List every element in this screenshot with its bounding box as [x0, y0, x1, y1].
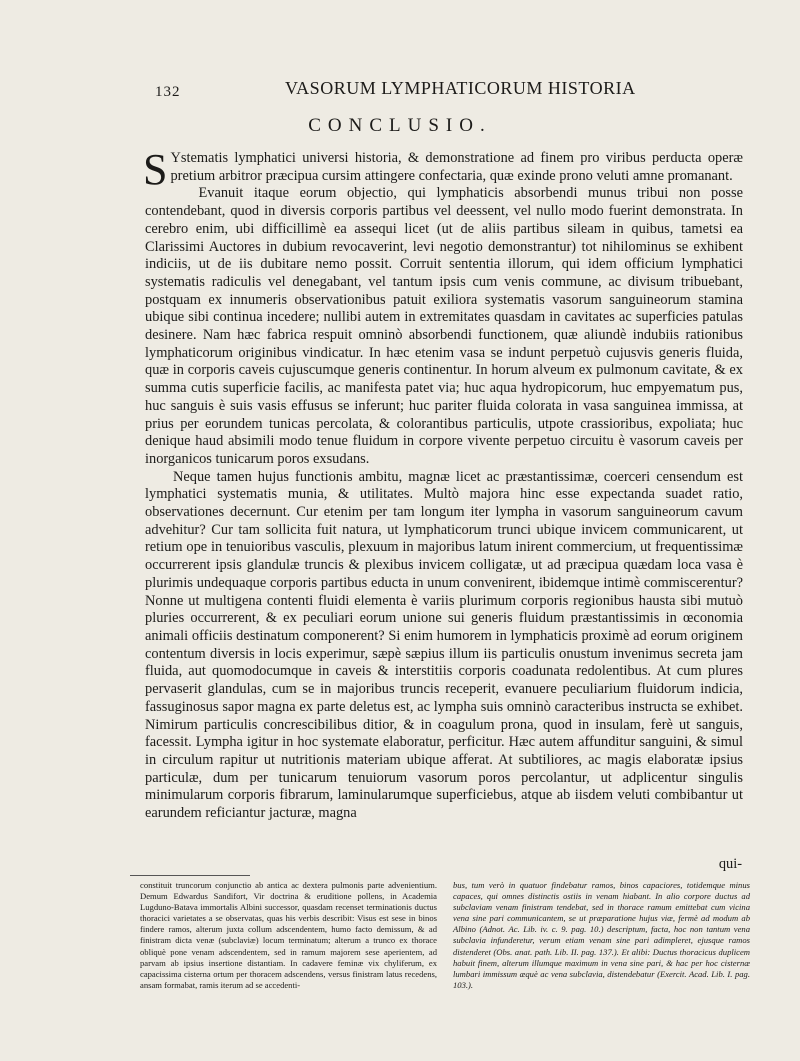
body-text	[143, 145, 743, 823]
page-header	[0, 78, 800, 102]
footnotes	[140, 880, 750, 1000]
footnote-column-right: bus, tum verò in quatuor findebatur ramos, binos capaciores, totidemque minus capaces, qui omnes distinctis ostiis in venam hiabant. In alio corpore ductus ad subclaviam venam finistram tendebat, sed in thorace ramum emittebat cum vicina vena sine pari communicantem, se ut præparatione hujus viæ, fermè ad modum ab Albino (Adnot. Ac. Lib. iv. c. 9. pag. 10.) descriptum, facta, hoc non tantum vena subclavia infunderetur, verum etiam venam sine pari adimpleret, ejusque ramos distenderet (Obs. anat. path. Lib. II. pag. 137.). Et alibi: Ductus thoracicus duplicem habuit finem, alterum illumque maximum in vena sine pari, & hac per hoc cisternæ lumbari immissum æquè ac vena subclavia, distendebatur (Exercit. Acad. Lib. I. pag. 103.).	[453, 880, 750, 990]
paragraph-3: Neque tamen hujus functionis ambitu, magnæ licet ac præstantissimæ, coerceri censendum est lymphatici systematis munia, & utilitates. Multò majora hinc esse expectanda suadet ratio, observationes decernunt. Cur etenim per tam longum iter lympha in vasorum sanguineorum cavum advehitur? Cur tam sollicita fuit natura, ut lymphaticorum trunci ubique invicem communicarent, ut retium ope in tenuioribus vasculis, plexuum in majoribus latum inirent commercium, ut frequentissimæ occurrerent ipsis glandulæ truncis & plexibus invicem colligatæ, ut ad præcipua quædam loca vasa è plurimis undequaque corporis partibus educta in unum convenirent, ibidemque intimè commiscerentur? Nonne ut multigena contenti fluidi elementa è variis plurimum corporis regionibus hausta sibi mutuò pluries occurrerent, & ex peculiari eorum unione sui generis fluidum præstantissimis in œconomia animali officiis destinatum componerent? Si enim humorem in lymphaticis proximè ad eorum originem contentum diversis in locis experimur, sæpè sæpius illum iis particulis onustum invenimus secreta jam fluida, aut quomodocumque in caveis & interstitiis corporis coadunata redolentibus. At cum plures pervaserit glandulas, cum se in majoribus truncis receperit, evanuere peculiarium fluidorum indicia, fassuginosus sapor magna ex parte deletus est, ac lympha suis omninò caracteribus instructa se exhibet. Nimirum particulis concrescibilibus ditior, & in coagulum prona, quod in insulam, ferè ut sanguis, facessit. Lympha igitur in hoc systemate elaboratur, perficitur. Hæc autem affunditur sanguini, & simul in circulum rapitur ut nutritionis materiam ubique afferat. At subtiliores, ac magis elaboratæ ipsius particulæ, dum per tunicarum tenuiorum vasorum poros percolantur, ut adplicentur singulis minimularum corporis fibrarum, laminularumque superficiebus, atque ab iisdem veluti combibantur ut earundem reficiantur jacturæ, magna	[145, 468, 743, 822]
paragraph-1	[143, 145, 743, 194]
paragraph-1-text: Ystematis lymphatici universi historia, & demonstratione ad finem pro viribus perducta operæ pretium arbitror præcipua cursim attingere confectaria, quæ exinde prono veluti amne promanant.	[170, 150, 743, 184]
drop-cap: S	[143, 145, 168, 194]
running-title: VASORUM LYMPHATICORUM HISTORIA	[285, 78, 636, 98]
section-title: CONCLUSIO.	[308, 115, 492, 136]
footnote-rule	[130, 875, 250, 876]
footnote-column-left: constituit truncorum conjunctio ab antica ac dextera pulmonis parte advenientium. Demum Edwardus Sandifort, Vir doctrina & eruditione pollens, in Academia Lugduno-Batava immortalis Albini successor, quasdam recenset terminationis ductus thoracici varietates a se observatas, quas his verbis describit: Visus est sese in binos findere ramos, alterum juxta collum adscendentem, humo facto demissum, & ad finistram dicta venæ (subclaviæ) locum terminatum; alterum a trunco ex thorace obliquè pone venam adscendentem, sed in ramum majorem sese aperientem, ad parvam ab ipsius insertione distantiam. In cadavere feminæ vix chyliferum, ex capacissima cisterna ortum per thoracem adscendens, versus finistram latus recedens, ansam formabat, ramis iterum ad se accedenti-	[140, 880, 437, 990]
page-number: 132	[155, 84, 181, 100]
paragraph-2: Evanuit itaque eorum objectio, qui lymphaticis absorbendi munus tribui non posse contendebant, quod in diversis corporis partibus vel deessent, vel nullo modo fuerint demonstrata. In cerebro enim, ubi difficillimè ea assequi licet (ut de aliis partibus sileam in quibus, tametsi ea Clarissimi Auctores in dubium revocaverint, levi negotio demonstrantur) tot nihilominus se exhibent indiciis, ut de iis dubitare nemo possit. Corruit sententia illorum, qui idem officium lymphatici systematis radiculis vel denegabant, vel tantum ipsis cum venis commune, ac divisum tribuebant, postquam ex innumeris observationibus patuit exiliora systematis vasorum sanguineorum stamina ubique sibi continua incedere; nullibi autem in extremitates quasdam in cavitates ac superficies patulas desinere. Nam hæc fabrica respuit omninò absorbendi functionem, quæ aliundè indubiis rationibus lymphaticorum originibus vindicatur. In hæc etenim vasa se indunt perpetuò cujusvis generis fluida, quæ in corporis caveis cujuscumque generis continentur. In horum alveum ex pulmonum cavitate, & ex summa cutis superficie facilis, ac manifesta patet via; huc aqua hydropicorum, huc empyematum pus, huc sanguis è suis vasis effusus se inferunt; huc pariter fluida colorata in vasa sanguinea immissa, at prius per eorundem tunicas percolata, & colorantibus particulis, utpote crassioribus, expoliata; huc denique haud absimili modo tenue fluidum in corpore vivente perpetuo circuitu è vasorum caveis per inorganicos tunicarum poros exsudans.	[145, 185, 743, 467]
catchword: qui-	[718, 856, 742, 872]
